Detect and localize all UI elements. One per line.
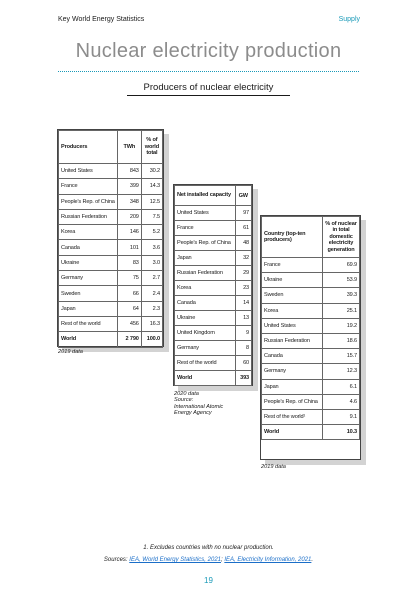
row-value: 9.1 bbox=[323, 409, 360, 424]
row-value: 5.2 bbox=[141, 225, 162, 240]
row-label: Korea bbox=[175, 281, 236, 296]
row-value: 13 bbox=[235, 311, 251, 326]
capacity-note-line: Energy Agency bbox=[174, 410, 212, 417]
table-row bbox=[59, 240, 163, 255]
title-divider bbox=[58, 71, 359, 72]
row-label: People's Rep. of China bbox=[59, 194, 118, 209]
row-label: Germany bbox=[59, 271, 118, 286]
row-value: 48 bbox=[235, 236, 251, 251]
table-row bbox=[262, 333, 360, 348]
row-value: 146 bbox=[117, 225, 141, 240]
row-label: France bbox=[59, 179, 118, 194]
row-label: World bbox=[262, 425, 323, 440]
table-row bbox=[59, 209, 163, 224]
row-value: 12.3 bbox=[323, 364, 360, 379]
header-country: Country (top-ten producers) bbox=[262, 217, 323, 258]
row-label: Japan bbox=[59, 301, 118, 316]
footnote: 1. Excludes countries with no nuclear production. bbox=[143, 545, 274, 551]
row-value: 4.6 bbox=[323, 394, 360, 409]
table-row bbox=[175, 341, 252, 356]
row-value: 209 bbox=[117, 209, 141, 224]
share-table bbox=[260, 215, 361, 460]
source-link-world-energy-statistics[interactable]: IEA, World Energy Statistics, 2021 bbox=[129, 557, 221, 563]
header-producers: Producers bbox=[59, 131, 118, 164]
row-label: World bbox=[175, 371, 236, 386]
row-value: 101 bbox=[117, 240, 141, 255]
row-label: World bbox=[59, 332, 118, 347]
subtitle-underline bbox=[127, 95, 290, 96]
row-value: 2 790 bbox=[117, 332, 141, 347]
row-label: United States bbox=[262, 318, 323, 333]
header-pct-world: % of world total bbox=[141, 131, 162, 164]
header-twh: TWh bbox=[117, 131, 141, 164]
table-row bbox=[262, 258, 360, 273]
table-row bbox=[59, 316, 163, 331]
header-gw: GW bbox=[235, 186, 251, 206]
row-value: 15.7 bbox=[323, 349, 360, 364]
table-row bbox=[175, 296, 252, 311]
header-pct-nuclear: % of nuclear in total domestic electricity generation bbox=[323, 217, 360, 258]
table-row bbox=[175, 281, 252, 296]
table-row bbox=[175, 206, 252, 221]
row-value: 25.1 bbox=[323, 303, 360, 318]
table-row bbox=[262, 379, 360, 394]
row-label: Canada bbox=[262, 349, 323, 364]
row-value: 393 bbox=[235, 371, 251, 386]
table-row bbox=[262, 425, 360, 440]
row-value: 456 bbox=[117, 316, 141, 331]
row-label: United Kingdom bbox=[175, 326, 236, 341]
row-label: Canada bbox=[59, 240, 118, 255]
table-row bbox=[262, 364, 360, 379]
row-value: 39.3 bbox=[323, 288, 360, 303]
row-label: United States bbox=[175, 206, 236, 221]
row-label: Russian Federation bbox=[175, 266, 236, 281]
table-row bbox=[59, 179, 163, 194]
table-row bbox=[262, 409, 360, 424]
table-row bbox=[262, 318, 360, 333]
sources-end: . bbox=[311, 557, 314, 563]
row-value: 60 bbox=[235, 356, 251, 371]
capacity-note-line: Source: bbox=[174, 397, 194, 404]
row-label: Germany bbox=[175, 341, 236, 356]
capacity-note bbox=[174, 391, 223, 417]
row-value: 61 bbox=[235, 221, 251, 236]
row-label: Rest of the world bbox=[59, 316, 118, 331]
table-row bbox=[262, 303, 360, 318]
table-row bbox=[175, 236, 252, 251]
row-value: 23 bbox=[235, 281, 251, 296]
row-value: 399 bbox=[117, 179, 141, 194]
table-row bbox=[59, 164, 163, 179]
row-value: 53.9 bbox=[323, 273, 360, 288]
row-value: 12.5 bbox=[141, 194, 162, 209]
row-value: 100.0 bbox=[141, 332, 162, 347]
row-label: Ukraine bbox=[59, 255, 118, 270]
row-label: Sweden bbox=[262, 288, 323, 303]
table-row bbox=[175, 371, 252, 386]
table-row bbox=[175, 326, 252, 341]
row-label: Ukraine bbox=[175, 311, 236, 326]
table-row bbox=[262, 273, 360, 288]
capacity-table bbox=[173, 184, 253, 386]
share-note: 2019 data bbox=[261, 464, 286, 470]
row-label: Ukraine bbox=[262, 273, 323, 288]
row-value: 64 bbox=[117, 301, 141, 316]
table-row bbox=[175, 251, 252, 266]
row-value: 348 bbox=[117, 194, 141, 209]
header-capacity: Net installed capacity bbox=[175, 186, 236, 206]
table-row bbox=[59, 255, 163, 270]
row-value: 8 bbox=[235, 341, 251, 356]
row-label: Japan bbox=[175, 251, 236, 266]
row-label: Canada bbox=[175, 296, 236, 311]
row-label: Korea bbox=[59, 225, 118, 240]
row-label: People's Rep. of China bbox=[175, 236, 236, 251]
row-value: 66 bbox=[117, 286, 141, 301]
row-label: Japan bbox=[262, 379, 323, 394]
table-row bbox=[262, 394, 360, 409]
capacity-note-line: International Atomic bbox=[174, 403, 224, 410]
running-header-section: Supply bbox=[338, 16, 360, 23]
running-header-title: Key World Energy Statistics bbox=[58, 16, 145, 23]
row-value: 10.3 bbox=[323, 425, 360, 440]
row-value: 75 bbox=[117, 271, 141, 286]
row-label: Rest of the world¹ bbox=[262, 409, 323, 424]
row-label: Germany bbox=[262, 364, 323, 379]
row-value: 9 bbox=[235, 326, 251, 341]
row-value: 2.7 bbox=[141, 271, 162, 286]
row-label: United States bbox=[59, 164, 118, 179]
row-value: 69.9 bbox=[323, 258, 360, 273]
row-value: 3.0 bbox=[141, 255, 162, 270]
sources-line bbox=[0, 557, 417, 563]
row-value: 32 bbox=[235, 251, 251, 266]
sources-label: Sources: bbox=[103, 557, 128, 563]
table-row bbox=[175, 266, 252, 281]
row-value: 29 bbox=[235, 266, 251, 281]
row-value: 16.3 bbox=[141, 316, 162, 331]
row-value: 83 bbox=[117, 255, 141, 270]
table-row bbox=[59, 286, 163, 301]
row-value: 3.6 bbox=[141, 240, 162, 255]
row-value: 2.3 bbox=[141, 301, 162, 316]
row-label: Russian Federation bbox=[59, 209, 118, 224]
row-value: 97 bbox=[235, 206, 251, 221]
capacity-note-line: 2020 data bbox=[174, 391, 199, 397]
row-value: 14.3 bbox=[141, 179, 162, 194]
table-row bbox=[59, 271, 163, 286]
table-row bbox=[175, 311, 252, 326]
row-value: 2.4 bbox=[141, 286, 162, 301]
section-subtitle: Producers of nuclear electricity bbox=[143, 82, 274, 93]
row-value: 30.2 bbox=[141, 164, 162, 179]
row-value: 6.1 bbox=[323, 379, 360, 394]
row-value: 843 bbox=[117, 164, 141, 179]
row-label: People's Rep. of China bbox=[262, 394, 323, 409]
sources-separator: ; bbox=[221, 557, 223, 563]
table-row bbox=[175, 356, 252, 371]
table-row bbox=[262, 349, 360, 364]
page-number: 19 bbox=[204, 576, 213, 585]
row-value: 14 bbox=[235, 296, 251, 311]
row-label: Sweden bbox=[59, 286, 118, 301]
page-title: Nuclear electricity production bbox=[75, 40, 342, 62]
row-value: 7.5 bbox=[141, 209, 162, 224]
table-row bbox=[175, 221, 252, 236]
table-row bbox=[262, 288, 360, 303]
source-link-electricity-information[interactable]: IEA, Electricity Information, 2021 bbox=[224, 557, 312, 563]
table-row bbox=[59, 225, 163, 240]
row-label: Rest of the world bbox=[175, 356, 236, 371]
row-label: Russian Federation bbox=[262, 333, 323, 348]
table-row bbox=[59, 301, 163, 316]
row-label: France bbox=[175, 221, 236, 236]
producers-table bbox=[57, 129, 164, 347]
producers-note: 2019 data bbox=[58, 349, 83, 355]
table-row bbox=[59, 332, 163, 347]
table-row bbox=[59, 194, 163, 209]
row-value: 19.2 bbox=[323, 318, 360, 333]
row-label: France bbox=[262, 258, 323, 273]
row-label: Korea bbox=[262, 303, 323, 318]
row-value: 18.6 bbox=[323, 333, 360, 348]
